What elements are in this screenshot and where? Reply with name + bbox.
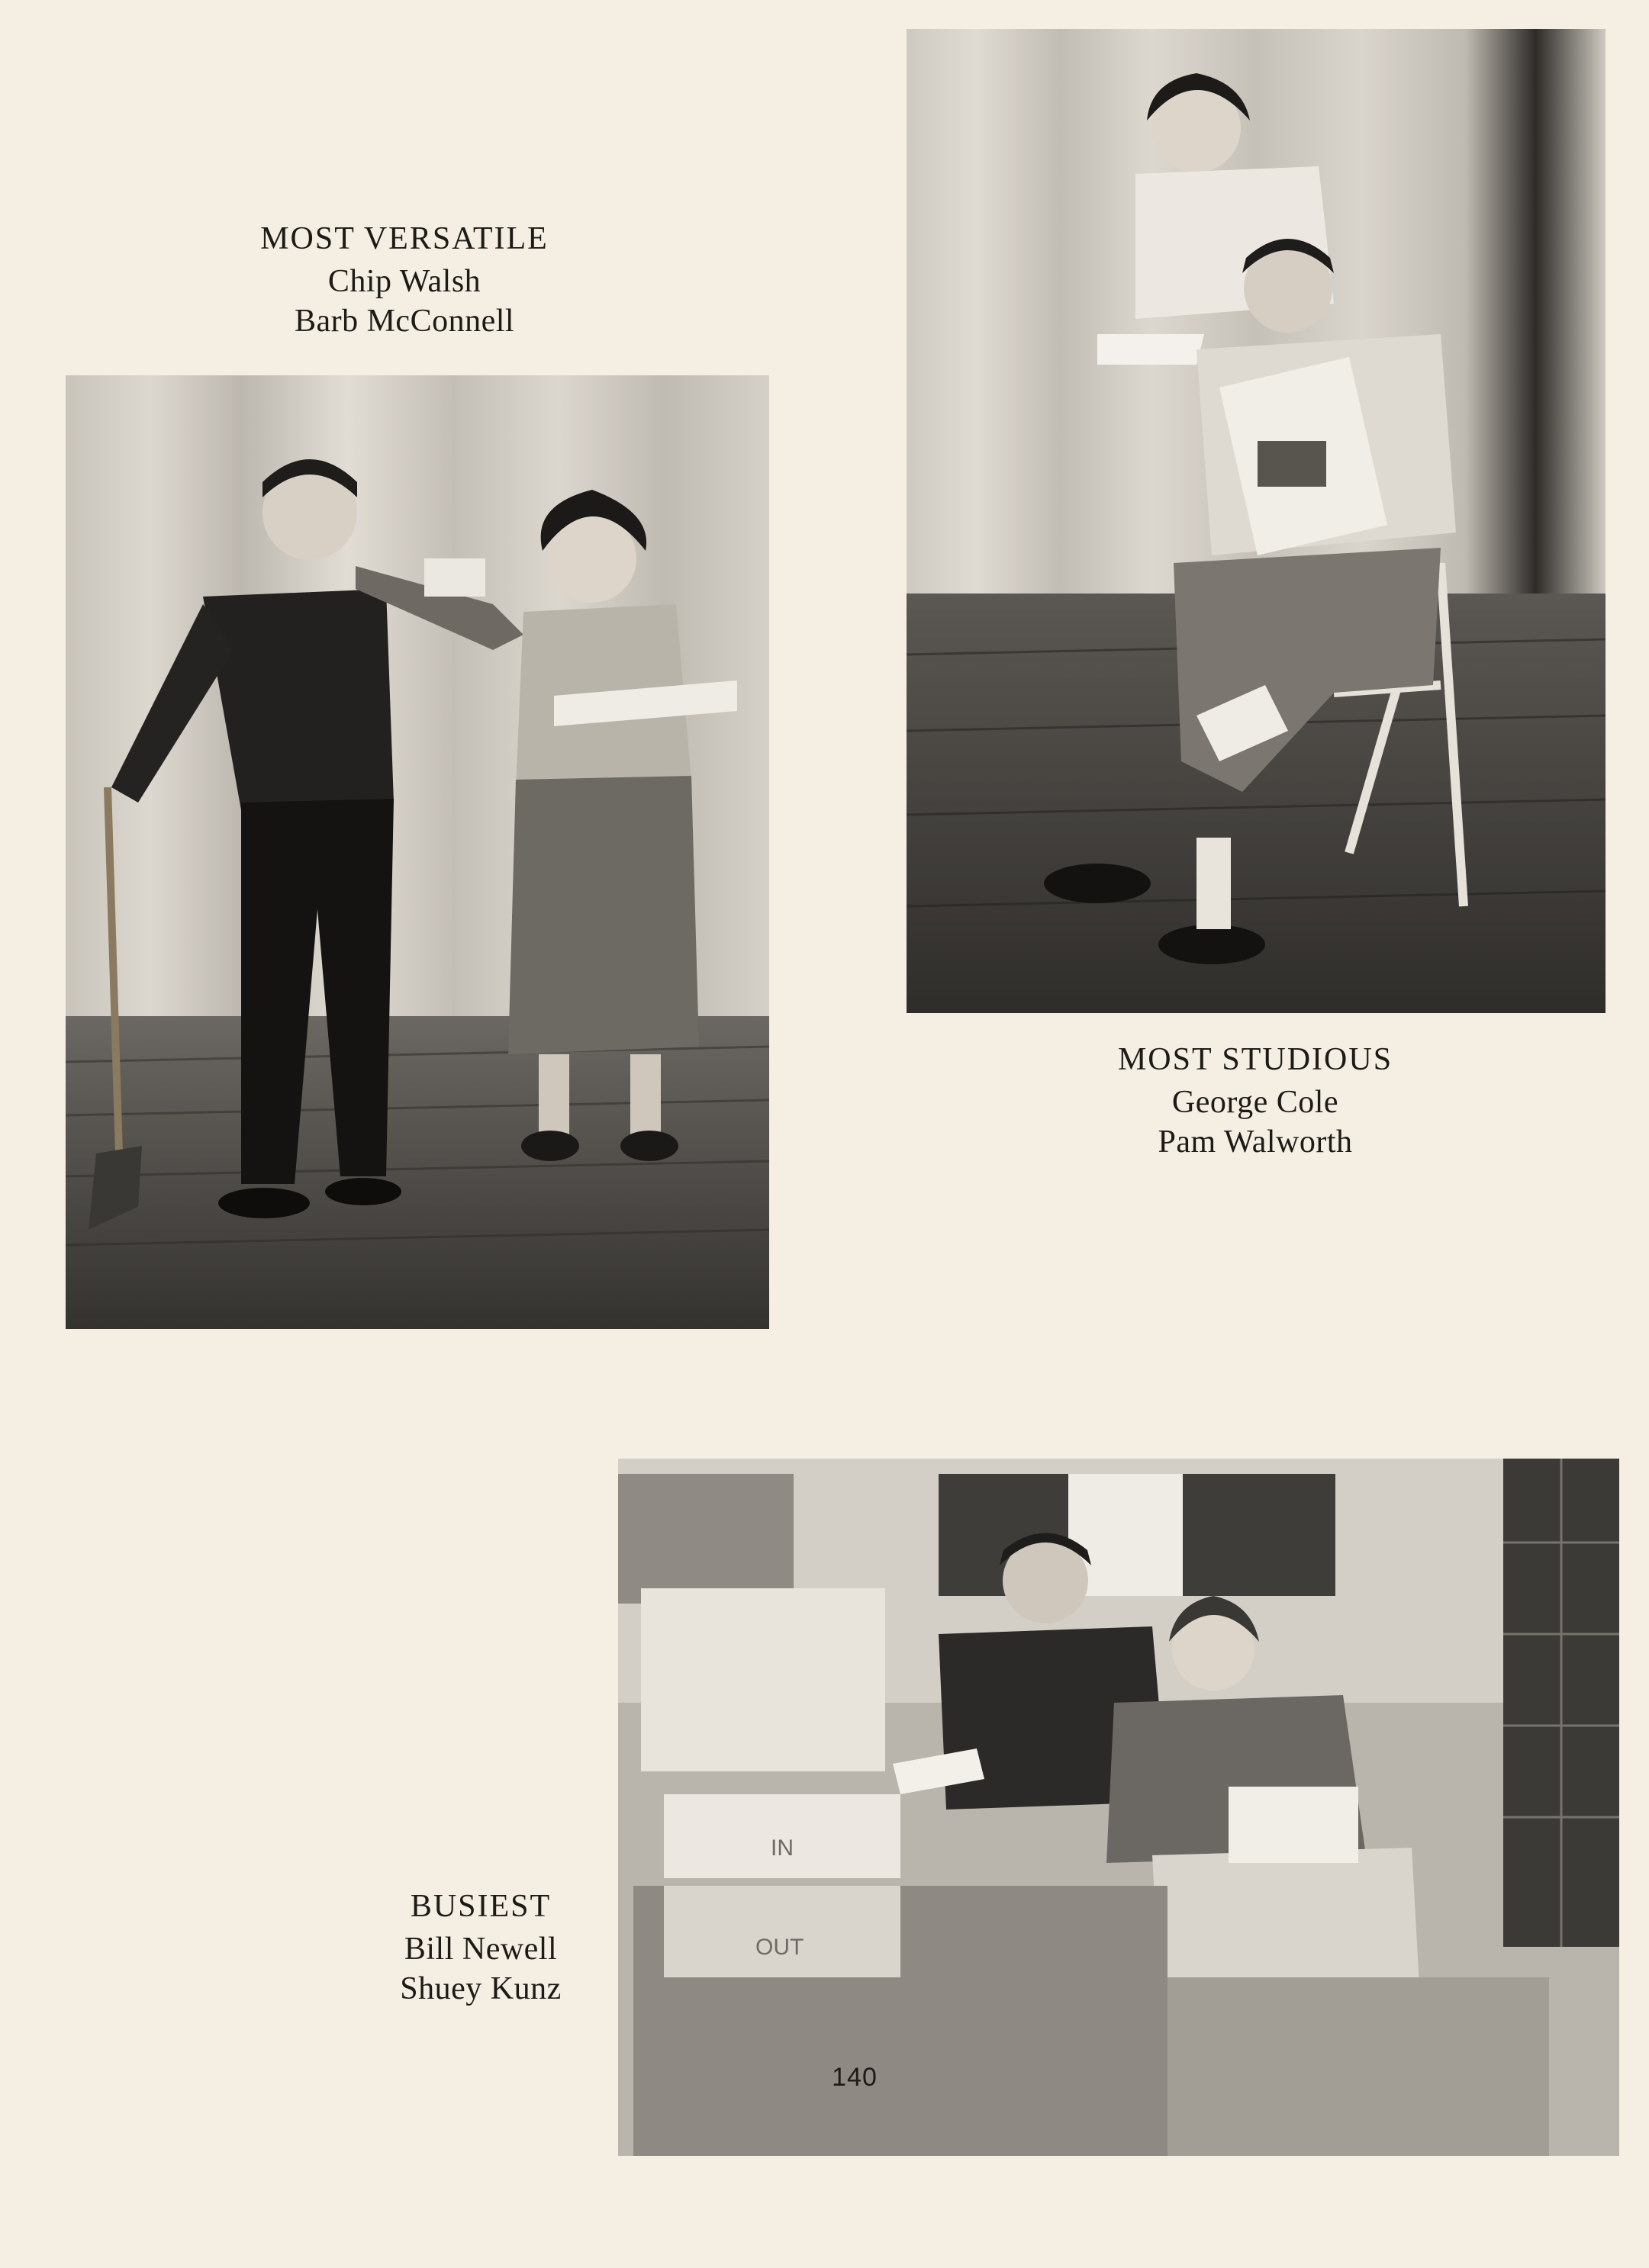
caption-most-studious [1026,1044,1484,1166]
award-name: Pam Walworth [1158,1124,1353,1160]
photo-most-versatile [66,375,769,1329]
award-name: Chip Walsh [327,264,481,299]
caption-most-versatile [176,223,633,345]
out-tray-label: OUT [755,1935,804,1960]
award-title: BUSIEST [410,1889,552,1924]
award-name: Bill Newell [404,1932,558,1967]
award-name: George Cole [1171,1085,1339,1120]
award-name: Shuey Kunz [400,1971,562,2006]
caption-busiest [366,1890,595,2012]
in-tray-label: IN [771,1835,794,1861]
page-number: 140 [832,2063,878,2092]
award-name: Barb McConnell [294,304,515,339]
photo-most-studious [907,29,1606,1013]
award-title: MOST STUDIOUS [1117,1042,1393,1077]
photo-busiest [618,1459,1619,2156]
award-title: MOST VERSATILE [260,221,549,256]
